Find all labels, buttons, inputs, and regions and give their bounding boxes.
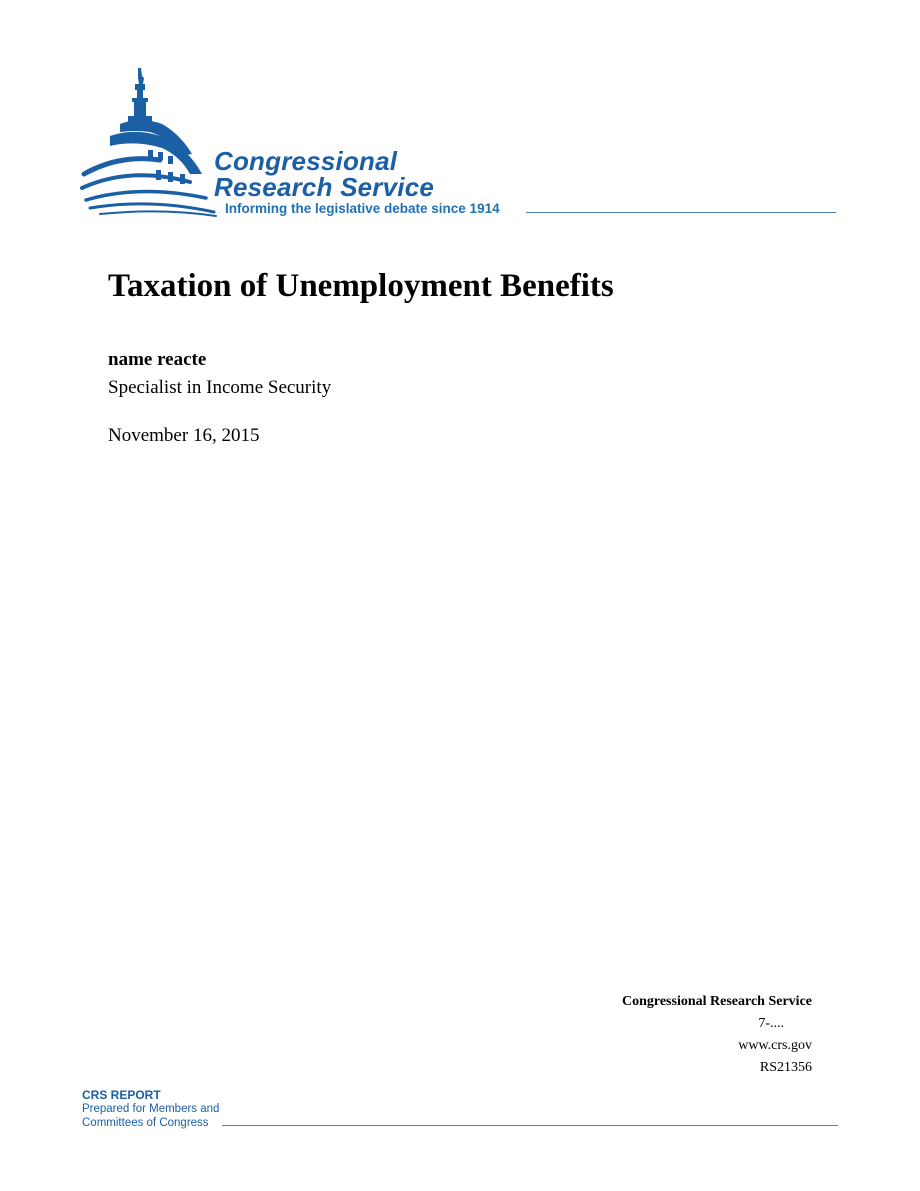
report-number: RS21356 [759,1060,812,1075]
report-date: November 16, 2015 [108,425,260,446]
author-name: name reacte [108,349,207,370]
footer-report-label: CRS REPORT [82,1088,161,1102]
footer-divider [222,1125,838,1126]
crs-organization: Congressional Research Service [621,994,812,1009]
crs-report-footer [82,1088,838,1132]
crs-phone: 7-.... [758,1016,784,1031]
author-title: Specialist in Income Security [108,377,332,398]
logo-tagline: Informing the legislative debate since 1914 [225,201,500,216]
capitol-dome-icon [80,66,220,218]
crs-logo [80,66,840,226]
logo-title-line1: Congressional [214,146,398,176]
document-title: Taxation of Unemployment Benefits [108,268,614,304]
logo-title-line2: Research Service [214,172,435,202]
footer-committees: Committees of Congress [82,1117,209,1129]
logo-divider [526,212,836,213]
crs-contact-block [622,991,812,1079]
crs-website[interactable]: www.crs.gov [738,1038,812,1053]
footer-prepared-for: Prepared for Members and [82,1103,220,1115]
